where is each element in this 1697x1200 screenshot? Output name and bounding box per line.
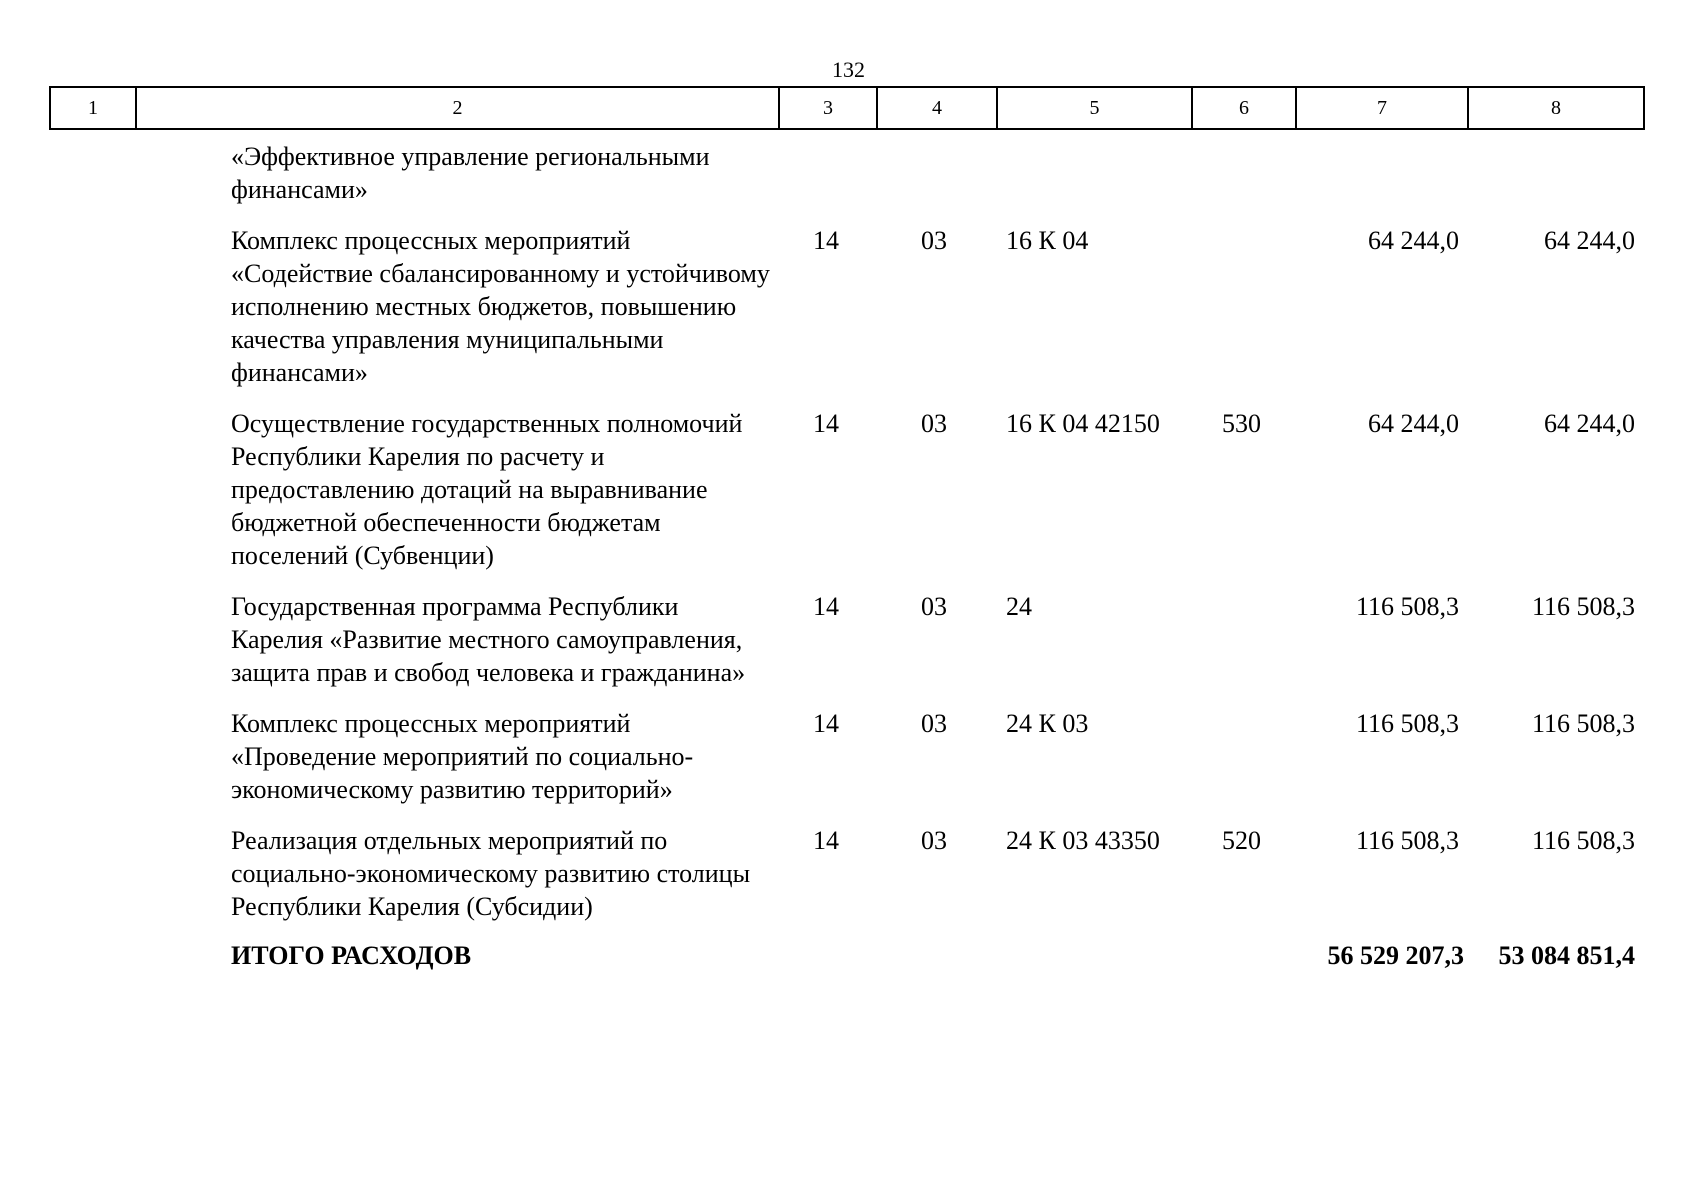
row-description: «Эффективное управление региональными финансами» <box>231 142 710 204</box>
row-target-article: 16 К 04 <box>1006 226 1089 255</box>
row-section <box>779 129 877 216</box>
row-subsection: 03 <box>921 592 947 621</box>
column-header: 2 <box>136 87 779 129</box>
row-target-article: 24 К 03 43350 <box>1006 826 1160 855</box>
row-description: Осуществление государственных полномочий Республики Карелия по расчету и предоставлению дотаций на выравнивание бюджетной обеспеченности бюджетам поселений (Субвенции) <box>231 409 743 570</box>
row-amount-year2: 116 508,3 <box>1531 709 1635 738</box>
row-amount-year1: 116 508,3 <box>1355 592 1459 621</box>
row-target-article <box>997 129 1192 216</box>
table-row <box>50 399 1644 582</box>
row-description: Государственная программа Республики Карелия «Развитие местного самоуправления, защита прав и свобод человека и гражданина» <box>231 592 746 687</box>
row-amount-year1: 64 244,0 <box>1368 226 1459 255</box>
row-section: 14 <box>813 409 839 438</box>
row-section: 14 <box>813 709 839 738</box>
row-spacer <box>50 933 136 972</box>
row-target-article: 16 К 04 42150 <box>1006 409 1160 438</box>
total-row <box>50 933 1644 972</box>
row-amount-year1: 116 508,3 <box>1355 709 1459 738</box>
budget-table <box>49 86 1645 972</box>
row-spacer <box>1192 933 1296 972</box>
column-header: 1 <box>50 87 136 129</box>
row-subsection: 03 <box>921 226 947 255</box>
row-spacer <box>997 933 1192 972</box>
column-header: 6 <box>1192 87 1296 129</box>
row-spacer <box>50 699 136 816</box>
row-subsection <box>877 129 997 216</box>
row-amount-year1: 64 244,0 <box>1368 409 1459 438</box>
table-row <box>50 582 1644 699</box>
row-description: Комплекс процессных мероприятий «Проведение мероприятий по социально-экономическому развитию территорий» <box>231 709 694 804</box>
column-header: 5 <box>997 87 1192 129</box>
row-spacer <box>50 582 136 699</box>
column-header: 3 <box>779 87 877 129</box>
row-amount-year2: 116 508,3 <box>1531 592 1635 621</box>
row-spacer <box>877 933 997 972</box>
row-spacer <box>50 129 136 216</box>
row-expense-type: 530 <box>1222 409 1261 438</box>
row-expense-type: 520 <box>1222 826 1261 855</box>
row-amount-year2: 116 508,3 <box>1531 826 1635 855</box>
row-subsection: 03 <box>921 709 947 738</box>
row-spacer <box>779 933 877 972</box>
row-expense-type <box>1192 216 1296 399</box>
row-subsection: 03 <box>921 826 947 855</box>
total-amount-year1: 56 529 207,3 <box>1327 941 1464 970</box>
row-expense-type <box>1192 129 1296 216</box>
row-expense-type <box>1192 699 1296 816</box>
column-number-header <box>50 87 1644 129</box>
row-target-article: 24 <box>1006 592 1032 621</box>
column-header: 4 <box>877 87 997 129</box>
row-spacer <box>50 216 136 399</box>
row-amount-year2: 64 244,0 <box>1544 226 1635 255</box>
row-amount-year2: 64 244,0 <box>1544 409 1635 438</box>
total-amount-year2: 53 084 851,4 <box>1498 941 1635 970</box>
column-header: 8 <box>1468 87 1644 129</box>
total-label: ИТОГО РАСХОДОВ <box>231 941 472 970</box>
row-section: 14 <box>813 826 839 855</box>
row-spacer <box>50 399 136 582</box>
row-description: Комплекс процессных мероприятий «Содействие сбалансированному и устойчивому исполнению местных бюджетов, повышению качества управления муниципальными финансами» <box>231 226 770 387</box>
row-spacer <box>50 816 136 933</box>
row-amount-year2 <box>1468 129 1644 216</box>
table-row <box>50 699 1644 816</box>
row-amount-year1: 116 508,3 <box>1355 826 1459 855</box>
column-header: 7 <box>1296 87 1468 129</box>
row-target-article: 24 К 03 <box>1006 709 1089 738</box>
row-expense-type <box>1192 582 1296 699</box>
row-description: Реализация отдельных мероприятий по социально-экономическому развитию столицы Республики Карелия (Субсидии) <box>231 826 751 921</box>
row-section: 14 <box>813 226 839 255</box>
page-number: 132 <box>832 57 865 82</box>
table-row <box>50 816 1644 933</box>
table-row <box>50 129 1644 216</box>
row-amount-year1 <box>1296 129 1468 216</box>
row-subsection: 03 <box>921 409 947 438</box>
row-section: 14 <box>813 592 839 621</box>
table-row <box>50 216 1644 399</box>
